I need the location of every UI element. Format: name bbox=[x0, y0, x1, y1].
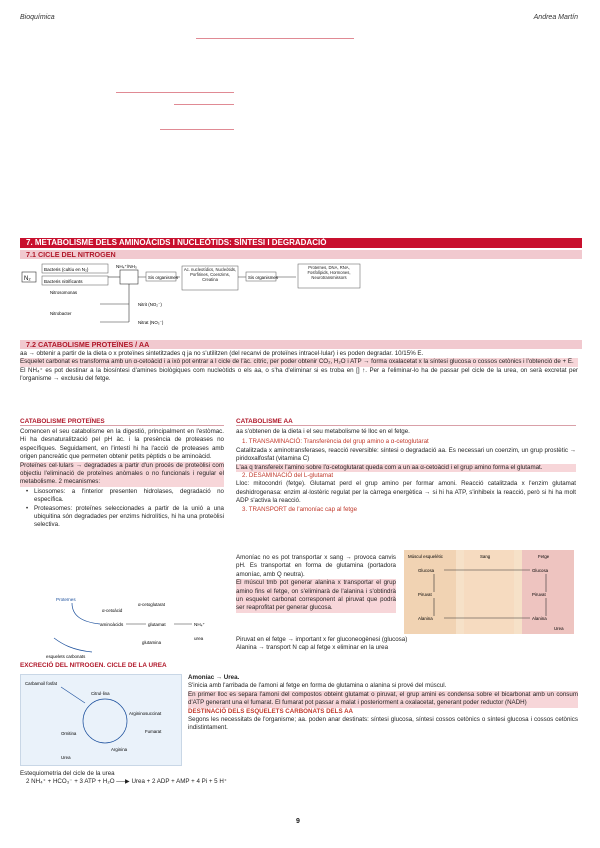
fig-arg: Arginina bbox=[111, 747, 128, 752]
page-number: 9 bbox=[296, 818, 300, 825]
left-column bbox=[20, 428, 224, 530]
urea-sub: DESTINACIÓ DELS ESQUELETS CARBONATS DELS AA bbox=[188, 707, 354, 715]
box-left2: Bacteris nitrificants bbox=[44, 279, 83, 284]
urea-l2: S'inicia amb l'arribada de l'amoni al fetge en forma de glutamina o alanina si prové del múscul. bbox=[188, 682, 447, 690]
nitrogen-cycle-figure bbox=[20, 260, 400, 330]
fig-pyr-right: Piruvat bbox=[532, 592, 546, 597]
transport-p1: Amoníac no es pot transportar x sang → provoca canvis pH. Es transportat en forma de glutamina (portadora amoníac, amb Q neutra). bbox=[236, 554, 396, 578]
fig-urea-right: Urea bbox=[554, 626, 564, 631]
box-left1: Bacteris (cultiu en N₂) bbox=[44, 267, 89, 272]
box-nucleotides: Ac. nucleotídics, Nucleòtids, Porfirines, Coenzims, Creatina bbox=[183, 267, 237, 282]
fig-ala-right: Alanina bbox=[532, 616, 547, 621]
urea-cycle-svg bbox=[21, 675, 181, 765]
transport-title: 3. TRANSPORT de l'amoníac cap al fetge bbox=[242, 505, 358, 513]
subsection-7-1: 7.1 CICLE DEL NITROGEN bbox=[20, 250, 582, 259]
bullet-proteasomes-text: Proteasomes: proteïnes seleccionades a partir de la unió a una ubiquitina són degradades per enzims hidrolítics, hi ha una proteòlisi selectiva. bbox=[34, 504, 224, 529]
nitrate-label: Nitrat (NO₃⁻) bbox=[138, 320, 164, 325]
urea-l4: Segons les necessitats de l'organisme; aa. poden anar destinats: síntesi glucosa, síntesi cossos cetònics o síntesi glucosa i cossos cetònics indistintament. bbox=[188, 716, 578, 732]
fig-pyr-left: Piruvat bbox=[418, 592, 432, 597]
bullet-lysosomes bbox=[26, 487, 224, 505]
fig-fum: Fumarat bbox=[145, 729, 162, 734]
urea-l3: En primer lloc es separa l'amoni del compostos obteint glutamat o piruvat, el grup amini es condensa sobre el bicarbonat amb un consum d'ATP generant una el fumarat. El fumarat pot passar a malat i posteriorment a oxalacetat, generant poder reductor (NADH) bbox=[188, 690, 578, 707]
decor-line bbox=[160, 129, 234, 130]
nitros-label: Nitrosomonas bbox=[50, 290, 78, 295]
urea-text bbox=[188, 674, 578, 733]
left-p2: Proteïnes cel·lulars → degradades a partir d'un procés de proteòlisi com objectiu l'eliminació de proteïnes anòmales o no funcionals i regular el metabolisme. 2 mecanismes: bbox=[20, 461, 224, 486]
nitrite-label: Nitrit (NO₂⁻) bbox=[138, 302, 162, 307]
intro-p3: El NH₄⁺ es pot destinar a la biosíntesi d'amines biològiques com nucleòtids o els aa, o s'ha d'eliminar si es troba en [] ↑. Per a l'eliminar-lo ha de passar pel cicle de la urea, on serà excretat per l'organisme → exclusiu del fetge. bbox=[20, 366, 578, 383]
transport-summary bbox=[236, 636, 576, 653]
fig-argsucc: Argininosuccinat bbox=[129, 711, 162, 716]
fig-muscle: Múscul esquelètic bbox=[408, 554, 443, 559]
glucose-alanine-figure bbox=[404, 550, 574, 634]
arrow-right-label: Sis organismes bbox=[248, 275, 279, 280]
fig-keto: α-cetoàcid bbox=[102, 608, 123, 613]
nitrogen-cycle-svg bbox=[20, 260, 400, 330]
transport-p3: Piruvat en el fetge → important x fer gluconeogènesi (glucosa) bbox=[236, 636, 408, 643]
fig-carbon: esquelets carbonats bbox=[46, 654, 86, 659]
fig-ketoglut: α-cetoglutarat bbox=[138, 602, 165, 607]
nitrob-label: Nitrobacter bbox=[50, 311, 72, 316]
stoich-eq: 2 NH₄⁺ + HCO₃⁻ + 3 ATP + H₂O ──▶ Urea + 2 ADP + AMP + 4 Pi + 5 H⁺ bbox=[26, 778, 228, 786]
urea-cycle-figure bbox=[20, 674, 182, 766]
glucose-alanine-svg bbox=[404, 550, 574, 634]
transamination-p2: L'aa q transfereix l'amino sobre l'α-cetoglutarat queda com a un aa α-cetoàcid i el grup amino forma el glutamat. bbox=[236, 464, 576, 472]
left-column-heading: CATABOLISME PROTEÏNES bbox=[20, 418, 224, 426]
bullet-lysosomes-text: Lisosomes: a l'interior presenten hidrolases, degradació no específica. bbox=[34, 487, 224, 504]
fig-blood: Sang bbox=[480, 554, 491, 559]
transport-text bbox=[236, 554, 396, 613]
fig-orn: Ornitina bbox=[61, 731, 77, 736]
decor-line bbox=[116, 92, 234, 93]
arrow-mid-label: Sis organismes bbox=[148, 275, 179, 280]
urea-l1: Amoníac → Urea. bbox=[188, 674, 240, 681]
transport-p2: El múscul tmb pot generar alanina x transportar el grup amino fins el fetge, on s'eliminarà de l'alanina i s'obtindrà un esquelet carbonat corresponent al piruvat que podrà ser reaprofitat per generar glucosa. bbox=[236, 579, 396, 612]
section-title: 7. METABOLISME DELS AMINOÀCIDS I NUCLEÒTIDS: SÍNTESI I DEGRADACIÓ bbox=[20, 238, 582, 248]
left-p1: Comencen el seu catabolisme en la digestió, principalment en l'estòmac. Hi ha desnaturalització pel pH àc. i la presència de proteases no específiques. Seguidament, en l'intestí hi ha l'acció de proteases amb origen pancreàtic que permeten obtenir petits pèptids o be aminoàcid. bbox=[20, 428, 224, 461]
fig-glc-left: Glucosa bbox=[418, 568, 435, 573]
fig-liver: Fetge bbox=[538, 554, 550, 559]
fig-proteins: Proteïnes bbox=[56, 597, 76, 602]
fig-glutamine: glutamina bbox=[142, 640, 162, 645]
n2-label: N₂ bbox=[24, 276, 31, 282]
urea-heading: EXCRECIÓ DEL NITROGEN. CICLE DE LA UREA bbox=[20, 662, 167, 669]
fig-nh4: NH₄⁺ bbox=[194, 622, 205, 627]
fig-glc-right: Glucosa bbox=[532, 568, 549, 573]
intro-paragraphs bbox=[20, 350, 578, 384]
header-right: Andrea Martín bbox=[533, 14, 578, 21]
stoichiometry bbox=[20, 770, 320, 787]
transamination-p1: Catalitzada x aminotransferases, reacció reversible: síntesi o degradació aa. Es necessari un coenzim, un grup prostètic → piridoxalfosfat (vitamina C) bbox=[236, 446, 576, 463]
header-left: Bioquímica bbox=[20, 14, 55, 21]
bullet-dot: • bbox=[26, 488, 29, 495]
fig-ala-left: Alanina bbox=[418, 616, 433, 621]
subsection-7-2: 7.2 CATABOLISME PROTEÏNES / AA bbox=[20, 340, 582, 349]
decor-line bbox=[174, 104, 234, 105]
box-right: Proteïnes, DNA, RNA, Fosfolípids, Hormones, Neurotransmissors bbox=[307, 265, 351, 280]
bullet-dot: • bbox=[26, 505, 29, 512]
transamination-title: 1. TRANSAMINACIÓ: Transferència del grup amino a α-cetoglutarat bbox=[242, 438, 429, 446]
right-intro: aa s'obtenen de la dieta i el seu metabolisme té lloc en el fetge. bbox=[236, 428, 410, 435]
fig-citr: Citrul·lina bbox=[91, 691, 110, 696]
transport-p4: Alanina → transport N cap al fetge x eliminar en la urea bbox=[236, 644, 389, 652]
right-column-heading: CATABOLISME AA bbox=[236, 418, 576, 426]
fig-aa: aminoàcids bbox=[100, 622, 124, 627]
stoich-title: Estequiometria del cicle de la urea bbox=[20, 770, 115, 777]
decor-line bbox=[196, 38, 354, 39]
right-column-top bbox=[236, 428, 576, 514]
protein-degradation-figure bbox=[42, 594, 222, 660]
bullet-proteasomes bbox=[26, 504, 224, 530]
fig-carb: Carbamoil fosfat bbox=[25, 681, 57, 686]
fig-urea: urea bbox=[194, 636, 204, 641]
protein-degradation-svg bbox=[42, 594, 222, 660]
nh4-top-label: NH₄⁺/NH₃ bbox=[116, 264, 137, 269]
fig-urea: Urea bbox=[61, 755, 71, 760]
intro-p1: aa → obtenir a partir de la dieta o x proteïnes sintetitzades q ja no s'utilitzen (del recanvi de proteïnes intracel·lular) i es poden degradar. 10/15% E. bbox=[20, 350, 424, 357]
deamination-title: 2. DESAMINACIÓ del L-glutamat bbox=[242, 472, 334, 480]
deamination-p: Lloc: mitocondri (fetge). Glutamat perd el grup amino per formar amoni. Reacció catalitzada x l'enzim glutamat deshidrogenasa: enzim al·lostèric regulat per la càrrega energètica → si hi ha ATP, s'inhibeix la reacció, però si hi ha molt ADP s'activa la reacció. bbox=[236, 480, 576, 505]
intro-p2: Esquelet carbonat es transforma amb un α-cetoàcid i a ixò pot entrar a l cicle de l'àc. cítric, per poder obtenir CO₂, H₂O i ATP → forma oxalacetat x la síntesi glucosa o cossos cetònics i l'obtenció de + E. bbox=[20, 358, 578, 366]
fig-glut: glutamat bbox=[148, 622, 166, 627]
